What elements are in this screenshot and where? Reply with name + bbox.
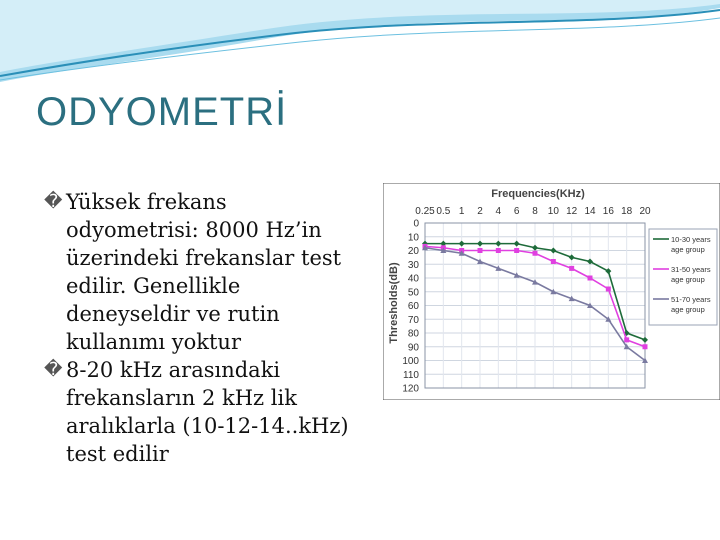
x-tick-label: 16 [602, 206, 614, 217]
chart-svg [383, 183, 720, 400]
legend-label: 31-50 years [671, 265, 711, 274]
chart-legend [649, 229, 717, 325]
y-tick-label: 0 [413, 218, 419, 230]
data-point [569, 266, 574, 271]
x-tick-label: 4 [495, 206, 502, 217]
y-tick-label: 60 [407, 301, 419, 312]
data-point [606, 287, 611, 292]
y-tick-label: 80 [407, 328, 419, 340]
y-tick-label: 90 [407, 342, 419, 354]
legend-label: 51-70 years [671, 295, 711, 304]
y-axis-label: Thresholds(dB) [388, 262, 400, 344]
x-tick-label: 14 [584, 206, 596, 217]
data-point [588, 276, 593, 281]
bullet-icon: � [44, 359, 63, 380]
bullet-text: 8-20 kHz arasındaki frekansların 2 kHz lik aralıklarla (10-12-14..kHz) test edilir [66, 358, 349, 466]
audiogram-chart [383, 183, 720, 400]
y-tick-label: 100 [402, 356, 419, 367]
data-point [643, 344, 648, 349]
slide-title: ODYOMETRİ [36, 90, 288, 134]
x-tick-label: 18 [621, 206, 633, 217]
bullet-list [44, 188, 364, 468]
bullet-text: Yüksek frekans odyometrisi: 8000 Hz’in üzerindeki frekanslar test edilir. Genellikle deneyseldir ve rutin kullanımı yoktur [66, 190, 342, 354]
y-tick-label: 120 [402, 383, 419, 395]
x-tick-label: 0.25 [415, 206, 435, 217]
legend-label: age group [671, 245, 705, 254]
data-point [496, 248, 501, 253]
x-tick-label: 0.5 [436, 206, 451, 217]
x-tick-label: 6 [513, 206, 520, 217]
x-tick-label: 10 [547, 206, 559, 217]
y-tick-label: 30 [407, 259, 419, 271]
y-tick-label: 40 [407, 273, 419, 285]
y-tick-label: 70 [407, 314, 419, 326]
x-tick-label: 2 [477, 206, 483, 217]
x-tick-label: 1 [458, 206, 465, 217]
x-tick-label: 12 [566, 206, 578, 217]
bullet-item [44, 188, 364, 356]
data-point [624, 337, 629, 342]
bullet-icon: � [44, 191, 63, 212]
chart-title: Frequencies(KHz) [491, 188, 585, 200]
data-point [551, 259, 556, 264]
y-tick-label: 20 [407, 246, 419, 257]
data-point [514, 248, 519, 253]
bullet-item [44, 356, 364, 468]
legend-label: age group [671, 305, 705, 314]
y-tick-label: 50 [407, 287, 419, 299]
y-tick-label: 10 [407, 232, 419, 244]
x-tick-label: 20 [639, 206, 651, 217]
legend-label: age group [671, 275, 705, 284]
y-tick-label: 110 [403, 369, 419, 381]
legend-label: 10-30 years [671, 235, 711, 244]
header-wave-decoration [0, 0, 720, 90]
data-point [478, 248, 483, 253]
data-point [533, 251, 538, 256]
x-tick-label: 8 [532, 206, 538, 217]
